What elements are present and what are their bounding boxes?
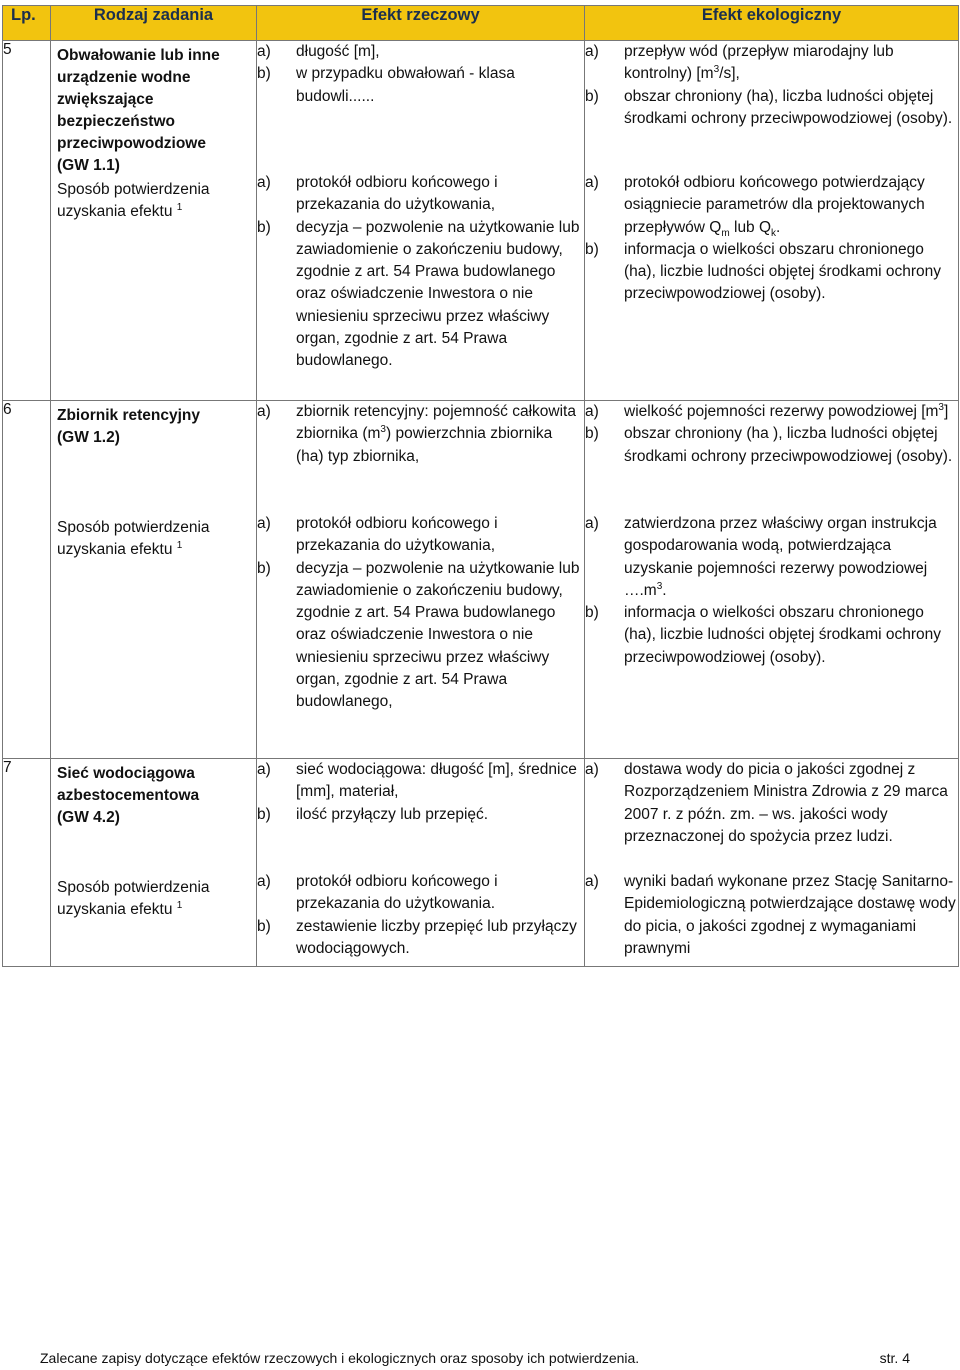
list-item: a) protokół odbioru końcowego i przekazania do użytkowania. xyxy=(257,873,498,913)
table-header-row xyxy=(3,6,959,41)
material-effect-cell xyxy=(257,41,585,401)
row-number: 5 xyxy=(3,41,51,401)
header-ekologiczny: Efekt ekologiczny xyxy=(585,6,959,41)
page-footer xyxy=(40,1350,910,1366)
list-item: a) dostawa wody do picia o jakości zgodnej z Rozporządzeniem Ministra Zdrowia z 29 marca 2007 r. z późn. zm. – ws. jakości wody przeznaczonej do spożycia przez ludzi. xyxy=(585,761,948,845)
list-item: b) informacja o wielkości obszaru chronionego (ha), liczbie ludności objętej środkami ochrony przeciwpowodziowej (osoby). xyxy=(585,240,942,303)
task-cell xyxy=(51,41,257,401)
task-code: (GW 1.2) xyxy=(57,429,120,446)
confirm-label: Sposób potwierdzenia uzyskania efektu $^1$ xyxy=(57,879,210,918)
effects-table xyxy=(2,5,959,967)
ecological-effect-cell xyxy=(585,401,959,759)
table-row xyxy=(3,401,959,759)
header-rzeczowy: Efekt rzeczowy xyxy=(257,6,585,41)
list-item: a) wyniki badań wykonane przez Stację Sanitarno-Epidemiologiczną potwierdzające dostawę wody do picia, o jakości zgodnej z wymaganiami prawnymi xyxy=(585,873,956,957)
header-lp: Lp. xyxy=(3,6,51,41)
list-item: a) protokół odbioru końcowego i przekazania do użytkowania, xyxy=(257,174,498,214)
list-item: b) informacja o wielkości obszaru chronionego (ha), liczbie ludności objętej środkami ochrony przeciwpowodziowej (osoby). xyxy=(585,604,942,666)
list-item: a) wielkość pojemności rezerwy powodziowej $[m^3]$ xyxy=(585,401,949,420)
task-cell xyxy=(51,759,257,967)
list-item: a) długość [m], xyxy=(257,43,380,60)
confirm-label: Sposób potwierdzenia uzyskania efektu $^1$ xyxy=(57,519,210,558)
material-effect-cell xyxy=(257,759,585,967)
list-item: a) zatwierdzona przez właściwy organ instrukcja gospodarowania wodą, potwierdzająca uzyskanie pojemności rezerwy powodziowej $\dots.m^3$. xyxy=(585,515,937,599)
list-item: b) zestawienie liczby przepięć lub przyłączy wodociągowych. xyxy=(257,917,577,957)
task-name: Sieć wodociągowa azbestocementowa xyxy=(57,765,200,804)
page-number: str. 4 xyxy=(879,1350,910,1366)
footer-text: Zalecane zapisy dotyczące efektów rzeczowych i ekologicznych oraz sposoby ich potwierdzenia. xyxy=(40,1350,640,1366)
list-item: a) zbiornik retencyjny: pojemność całkowita zbiornika $(m^3)$ powierzchnia zbiornika (ha) typ zbiornika, xyxy=(257,403,576,465)
header-rodzaj: Rodzaj zadania xyxy=(51,6,257,41)
table-row xyxy=(3,759,959,967)
list-item: a) sieć wodociągowa: długość [m], średnice [mm], materiał, xyxy=(257,761,577,801)
task-name: Zbiornik retencyjny xyxy=(57,407,200,424)
list-item: a) protokół odbioru końcowego potwierdzający osiągniecie parametrów dla projektowanych przepływów $Q_m$ lub $Q_k$. xyxy=(585,174,925,239)
ecological-effect-cell xyxy=(585,41,959,401)
task-cell xyxy=(51,401,257,759)
list-item: b) obszar chroniony (ha ), liczba ludności objętej środkami ochrony przeciwpowodziowej (osoby). xyxy=(585,425,953,465)
row-number: 6 xyxy=(3,401,51,759)
ecological-effect-cell xyxy=(585,759,959,967)
confirm-label: Sposób potwierdzenia uzyskania efektu $^1$ xyxy=(57,181,210,220)
list-item: a) przepływ wód (przepływ miarodajny lub kontrolny) $[m^3/s]$, xyxy=(585,43,894,83)
task-code: (GW 4.2) xyxy=(57,809,120,826)
list-item: b) ilość przyłączy lub przepięć. xyxy=(257,805,489,823)
list-item: b) w przypadku obwałowań - klasa budowli...... xyxy=(257,65,515,105)
list-item: a) protokół odbioru końcowego i przekazania do użytkowania, xyxy=(257,515,498,555)
table-row xyxy=(3,41,959,401)
list-item: b) decyzja – pozwolenie na użytkowanie lub zawiadomienie o zakończeniu budowy, zgodnie z art. 54 Prawa budowlanego oraz oświadczenie Inwestora o nie wniesieniu sprzeciwu przez właściwy organ, zgodnie z art. 54 Prawa budowlanego. xyxy=(257,218,580,370)
list-item: b) decyzja – pozwolenie na użytkowanie lub zawiadomienie o zakończeniu budowy, zgodnie z art. 54 Prawa budowlanego oraz oświadczenie Inwestora o nie wniesieniu sprzeciwu przez właściwy organ, zgodnie z art. 54 Prawa budowlanego, xyxy=(257,559,580,711)
list-item: b) obszar chroniony (ha), liczba ludności objętej środkami ochrony przeciwpowodziowej (osoby). xyxy=(585,87,953,127)
task-code: (GW 1.1) xyxy=(57,157,120,174)
task-name: Obwałowanie lub inne urządzenie wodne zwiększające bezpieczeństwo przeciwpowodziowe xyxy=(57,47,220,152)
material-effect-cell xyxy=(257,401,585,759)
row-number: 7 xyxy=(3,759,51,967)
